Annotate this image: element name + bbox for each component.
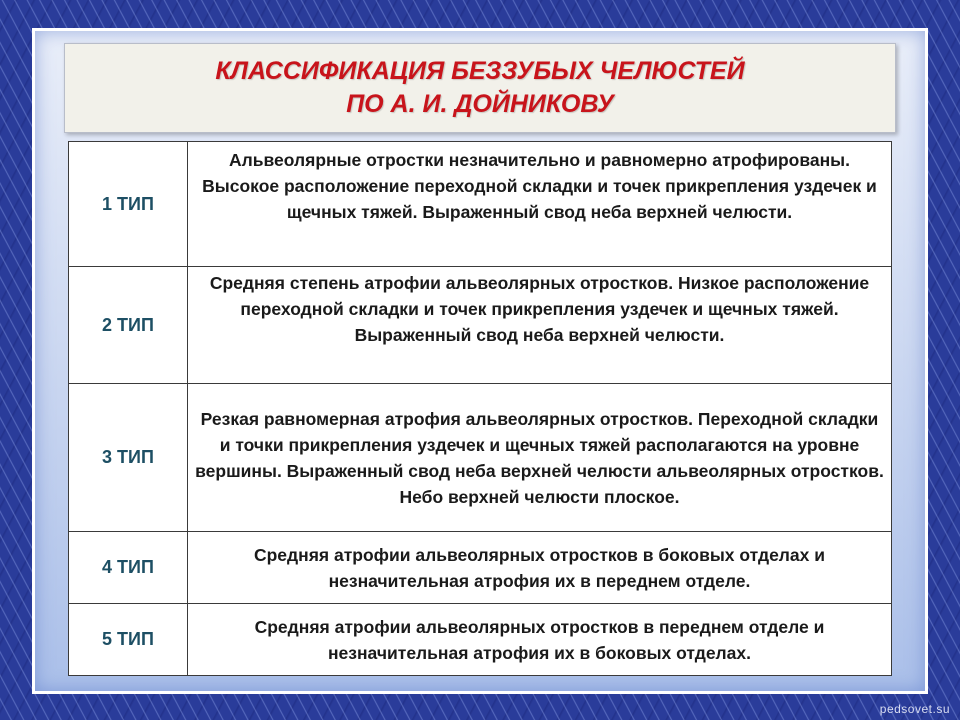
type-description: Средняя атрофии альвеолярных отростков в переднем отделе и незначительная атрофия их в боковых отделах. xyxy=(188,604,892,676)
type-description: Средняя атрофии альвеолярных отростков в боковых отделах и незначительная атрофия их в переднем отделе. xyxy=(188,532,892,604)
page-title-line-2: ПО А. И. ДОЙНИКОВУ xyxy=(346,90,614,118)
table-row xyxy=(69,142,892,267)
table-row xyxy=(69,532,892,604)
table-row xyxy=(69,604,892,676)
type-description: Альвеолярные отростки незначительно и равномерно атрофированы. Высокое расположение переходной складки и точек прикрепления уздечек и щечных тяжей. Выраженный свод неба верхней челюсти. xyxy=(188,142,892,267)
type-label: 2 ТИП xyxy=(69,267,188,384)
classification-table xyxy=(68,141,892,676)
page-title-line-1: КЛАССИФИКАЦИЯ БЕЗЗУБЫХ ЧЕЛЮСТЕЙ xyxy=(215,57,745,85)
type-label: 1 ТИП xyxy=(69,142,188,267)
type-label: 5 ТИП xyxy=(69,604,188,676)
type-description: Средняя степень атрофии альвеолярных отростков. Низкое расположение переходной складки и точек прикрепления уздечек и щечных тяжей. Выраженный свод неба верхней челюсти. xyxy=(188,267,892,384)
type-label: 4 ТИП xyxy=(69,532,188,604)
watermark: pedsovet.su xyxy=(879,702,950,716)
title-box xyxy=(64,43,896,133)
type-description: Резкая равномерная атрофия альвеолярных отростков. Переходной складки и точки прикрепления уздечек и щечных тяжей располагаются на уровне вершины. Выраженный свод неба верхней челюсти альвеолярных отростков. Небо верхней челюсти плоское. xyxy=(188,384,892,532)
table-row xyxy=(69,267,892,384)
table-row xyxy=(69,384,892,532)
type-label: 3 ТИП xyxy=(69,384,188,532)
